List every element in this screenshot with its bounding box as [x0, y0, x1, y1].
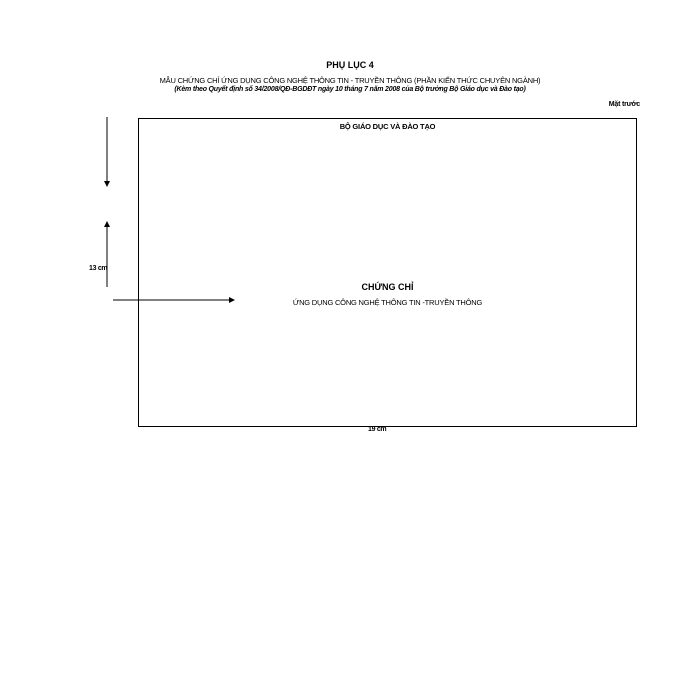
- appendix-title: PHỤ LỤC 4: [326, 60, 374, 70]
- certificate-title: CHỨNG CHỈ: [361, 282, 414, 292]
- appendix-subtitle: MẪU CHỨNG CHỈ ỨNG DỤNG CÔNG NGHỆ THÔNG TIN - TRUYỀN THÔNG (PHẦN KIẾN THỨC CHUYÊN NGÀNH): [159, 76, 541, 85]
- height-dimension-label: 13 cm: [89, 265, 108, 272]
- decision-note: (Kèm theo Quyết định số 34/2008/QĐ-BGDĐT ngày 10 tháng 7 năm 2008 của Bộ trưởng Bộ Giáo dục và Đào tạo): [174, 86, 526, 93]
- width-dimension-label: 19 cm: [368, 426, 387, 433]
- certificate-subtitle: ỨNG DỤNG CÔNG NGHỆ THÔNG TIN -TRUYỀN THÔNG: [292, 298, 483, 307]
- front-side-label: Mặt trước: [608, 101, 640, 108]
- ministry-name: BỘ GIÁO DỤC VÀ ĐÀO TẠO: [339, 122, 436, 131]
